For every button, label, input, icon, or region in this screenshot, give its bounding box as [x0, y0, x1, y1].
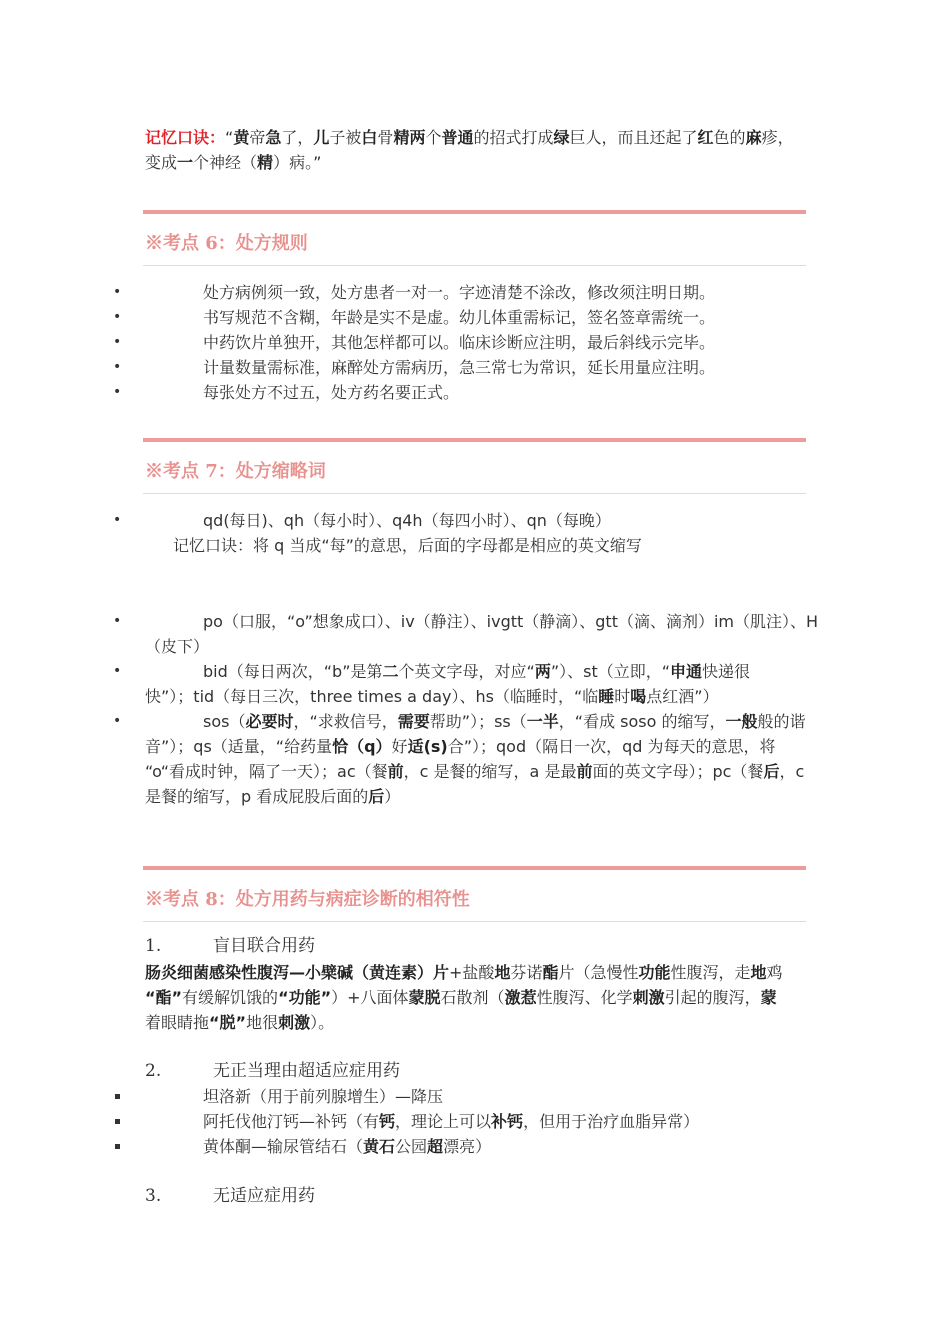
- mnemonic-label: 记忆口诀：: [145, 128, 226, 147]
- emphasis-text: 必要时: [245, 712, 294, 731]
- text-run: 点红酒”）: [646, 687, 719, 706]
- emphasis-text: 睡: [598, 687, 615, 706]
- section-rule: [143, 921, 806, 922]
- text-run: bid（每日两次，“b”是第: [203, 662, 383, 681]
- text-run: 地很: [246, 1013, 279, 1032]
- section-divider: [143, 866, 806, 870]
- text-run: 公园: [395, 1137, 428, 1156]
- section-divider: [143, 438, 806, 442]
- section-7-title: ※考点 7：处方缩略词: [145, 461, 326, 482]
- emphasis-text: 黄石: [363, 1137, 396, 1156]
- paragraph-line: [145, 960, 783, 985]
- text-run: 个英文字母，对应“: [398, 662, 535, 681]
- emphasis-text: 急: [265, 128, 282, 147]
- section-6-title: ※考点 6：处方规则: [145, 233, 308, 254]
- text-run: 巨人，而且还起了: [569, 128, 698, 147]
- mnemonic-line-2: [145, 150, 321, 175]
- emphasis-text: 前: [387, 762, 404, 781]
- text-run: 般的谐: [757, 712, 806, 731]
- text-run: “: [225, 128, 234, 147]
- subsection-number: 3.: [145, 1186, 162, 1206]
- emphasis-text: 蒙脱: [408, 988, 441, 1007]
- emphasis-text: 肠炎细菌感染性腹泻—小檗碱（黄连素）片: [145, 963, 450, 982]
- list-item-cont: [145, 684, 719, 709]
- paragraph-line: [145, 985, 777, 1010]
- text-run: 合”）；qod（隔日一次，qd 为每天的意思，将: [447, 737, 776, 756]
- emphasis-text: 刺激: [278, 1013, 311, 1032]
- text-run: 时: [614, 687, 631, 706]
- emphasis-text: 地: [750, 963, 767, 982]
- emphasis-text: 补钙: [491, 1112, 524, 1131]
- emphasis-text: “酯”: [145, 988, 183, 1007]
- emphasis-text: 需要: [397, 712, 430, 731]
- text-run: 着眼睛拖: [145, 1013, 210, 1032]
- emphasis-text: 钙: [379, 1112, 396, 1131]
- text-run: 黄体酮—输尿管结石（: [203, 1137, 364, 1156]
- emphasis-text: 一: [177, 153, 194, 172]
- text-run: po（口服，“o”想象成口）、iv（静注）、ivgtt（静滴）、gtt（滴、滴剂）im（肌注）、H: [203, 612, 819, 631]
- text-run: 坦洛新（用于前列腺增生）—降压: [203, 1087, 444, 1106]
- list-item-cont: [145, 634, 209, 659]
- text-run: ，c: [779, 762, 805, 781]
- list-item: 书写规范不含糊，年龄是实不是虚。幼儿体重需标记，签名签章需统一。: [203, 308, 716, 327]
- text-run: 个神经（: [193, 153, 258, 172]
- text-run: ，c 是餐的缩写，a 是最: [403, 762, 577, 781]
- text-run: 面的英文字母）；pc（餐: [592, 762, 764, 781]
- paragraph-line: [145, 1010, 334, 1035]
- text-run: （皮下）: [145, 637, 210, 656]
- list-item: [203, 709, 806, 734]
- subsection-number: 1.: [145, 936, 162, 956]
- text-run: ，但用于治疗血脂异常）: [523, 1112, 700, 1131]
- emphasis-text: 激惹: [504, 988, 537, 1007]
- text-run: 石散剂（: [440, 988, 505, 1007]
- emphasis-text: “脱”: [209, 1013, 247, 1032]
- text-run: 引起的腹泻，: [664, 988, 761, 1007]
- text-run: ，“求救信号，: [293, 712, 398, 731]
- emphasis-text: 功能: [638, 963, 671, 982]
- text-run: ）: [384, 787, 401, 806]
- emphasis-text: “功能”: [278, 988, 332, 1007]
- emphasis-text: 酯: [542, 963, 559, 982]
- subsection-title: 无适应症用药: [213, 1186, 315, 1206]
- text-run: 片（急慢性: [558, 963, 639, 982]
- emphasis-text: 恰（q）: [332, 737, 392, 756]
- emphasis-text: 普通: [441, 128, 474, 147]
- emphasis-text: 后: [368, 787, 385, 806]
- list-item: [203, 609, 818, 634]
- text-run: 帝: [249, 128, 266, 147]
- text-run: 快”）；tid（每日三次，three times a day）、hs（临睡时，“临: [145, 687, 599, 706]
- mnemonic-note: 记忆口诀：将 q 当成“每”的意思，后面的字母都是相应的英文缩写: [173, 536, 642, 555]
- text-run: “o“看成时钟，隔了一天）；ac（餐: [145, 762, 388, 781]
- text-run: 芬诺: [510, 963, 543, 982]
- text-run: 帮助”）；ss（: [429, 712, 527, 731]
- emphasis-text: 红: [697, 128, 714, 147]
- subsection-title: 无正当理由超适应症用药: [213, 1061, 400, 1081]
- list-item: 中药饮片单独开，其他怎样都可以。临床诊断应注明，最后斜线示完毕。: [203, 333, 716, 352]
- emphasis-text: 绿: [553, 128, 570, 147]
- section-8-title: ※考点 8：处方用药与病症诊断的相符性: [145, 889, 470, 910]
- emphasis-text: 一般: [725, 712, 758, 731]
- section-rule: [143, 265, 806, 266]
- emphasis-text: 地: [494, 963, 511, 982]
- emphasis-text: 后: [763, 762, 780, 781]
- emphasis-text: 超: [427, 1137, 444, 1156]
- emphasis-text: 一半: [526, 712, 559, 731]
- emphasis-text: 蒙: [760, 988, 777, 1007]
- text-run: ）+八面体: [331, 988, 409, 1007]
- text-run: 是餐的缩写，p 看成屁股后面的: [145, 787, 369, 806]
- emphasis-text: 两: [534, 662, 551, 681]
- text-run: 变成: [145, 153, 178, 172]
- text-run: ）病。”: [273, 153, 322, 172]
- text-run: 有缓解饥饿的: [182, 988, 279, 1007]
- text-run: ）。: [310, 1013, 335, 1032]
- list-item: 每张处方不过五，处方药名要正式。: [203, 383, 460, 402]
- text-run: 了，: [281, 128, 314, 147]
- text-run: 好: [391, 737, 408, 756]
- text-run: 阿托伐他汀钙—补钙（有: [203, 1112, 380, 1131]
- text-run: 音”）；qs（适量，“给药量: [145, 737, 333, 756]
- text-run: 疹，: [761, 128, 794, 147]
- emphasis-text: 精: [257, 153, 274, 172]
- text-run: 漂亮）: [443, 1137, 492, 1156]
- list-item: [203, 1134, 491, 1159]
- mnemonic-line-1: [145, 125, 794, 150]
- list-item-cont: [145, 784, 400, 809]
- list-item: qd(每日)、qh（每小时）、q4h（每四小时）、qn（每晚）: [203, 511, 611, 530]
- subsection-title: 盲目联合用药: [213, 936, 315, 956]
- text-run: ，理论上可以: [395, 1112, 492, 1131]
- emphasis-text: 刺激: [632, 988, 665, 1007]
- section-rule: [143, 493, 806, 494]
- text-run: 性腹泻、化学: [536, 988, 633, 1007]
- emphasis-text: 黄: [233, 128, 250, 147]
- text-run: 个: [425, 128, 442, 147]
- list-item: [203, 659, 750, 684]
- text-run: sos（: [203, 712, 246, 731]
- text-run: +盐酸: [449, 963, 495, 982]
- list-item: [203, 1084, 443, 1109]
- text-run: 骨: [377, 128, 394, 147]
- emphasis-text: 白: [361, 128, 378, 147]
- emphasis-text: 申通: [670, 662, 703, 681]
- list-item-cont: [145, 734, 776, 759]
- list-item: 处方病例须一致，处方患者一对一。字迹清楚不涂改，修改须注明日期。: [203, 283, 716, 302]
- emphasis-text: 二: [382, 662, 399, 681]
- emphasis-text: 前: [576, 762, 593, 781]
- emphasis-text: 麻: [745, 128, 762, 147]
- subsection-number: 2.: [145, 1061, 162, 1081]
- text-run: 色的: [713, 128, 746, 147]
- text-run: 鸡: [766, 963, 783, 982]
- emphasis-text: 精两: [393, 128, 426, 147]
- text-run: ”）、st（立即，“: [550, 662, 671, 681]
- list-item: [203, 1109, 699, 1134]
- section-divider: [143, 210, 806, 214]
- emphasis-text: 儿: [313, 128, 330, 147]
- text-run: 的招式打成: [473, 128, 554, 147]
- list-item-cont: [145, 759, 804, 784]
- text-run: 子被: [329, 128, 362, 147]
- list-item: 计量数量需标准，麻醉处方需病历，急三常七为常识，延长用量应注明。: [203, 358, 716, 377]
- text-run: ，“看成 soso 的缩写，: [558, 712, 726, 731]
- text-run: 快递很: [702, 662, 751, 681]
- text-run: 性腹泻，走: [670, 963, 751, 982]
- emphasis-text: 喝: [630, 687, 647, 706]
- emphasis-text: 适(s): [407, 737, 448, 756]
